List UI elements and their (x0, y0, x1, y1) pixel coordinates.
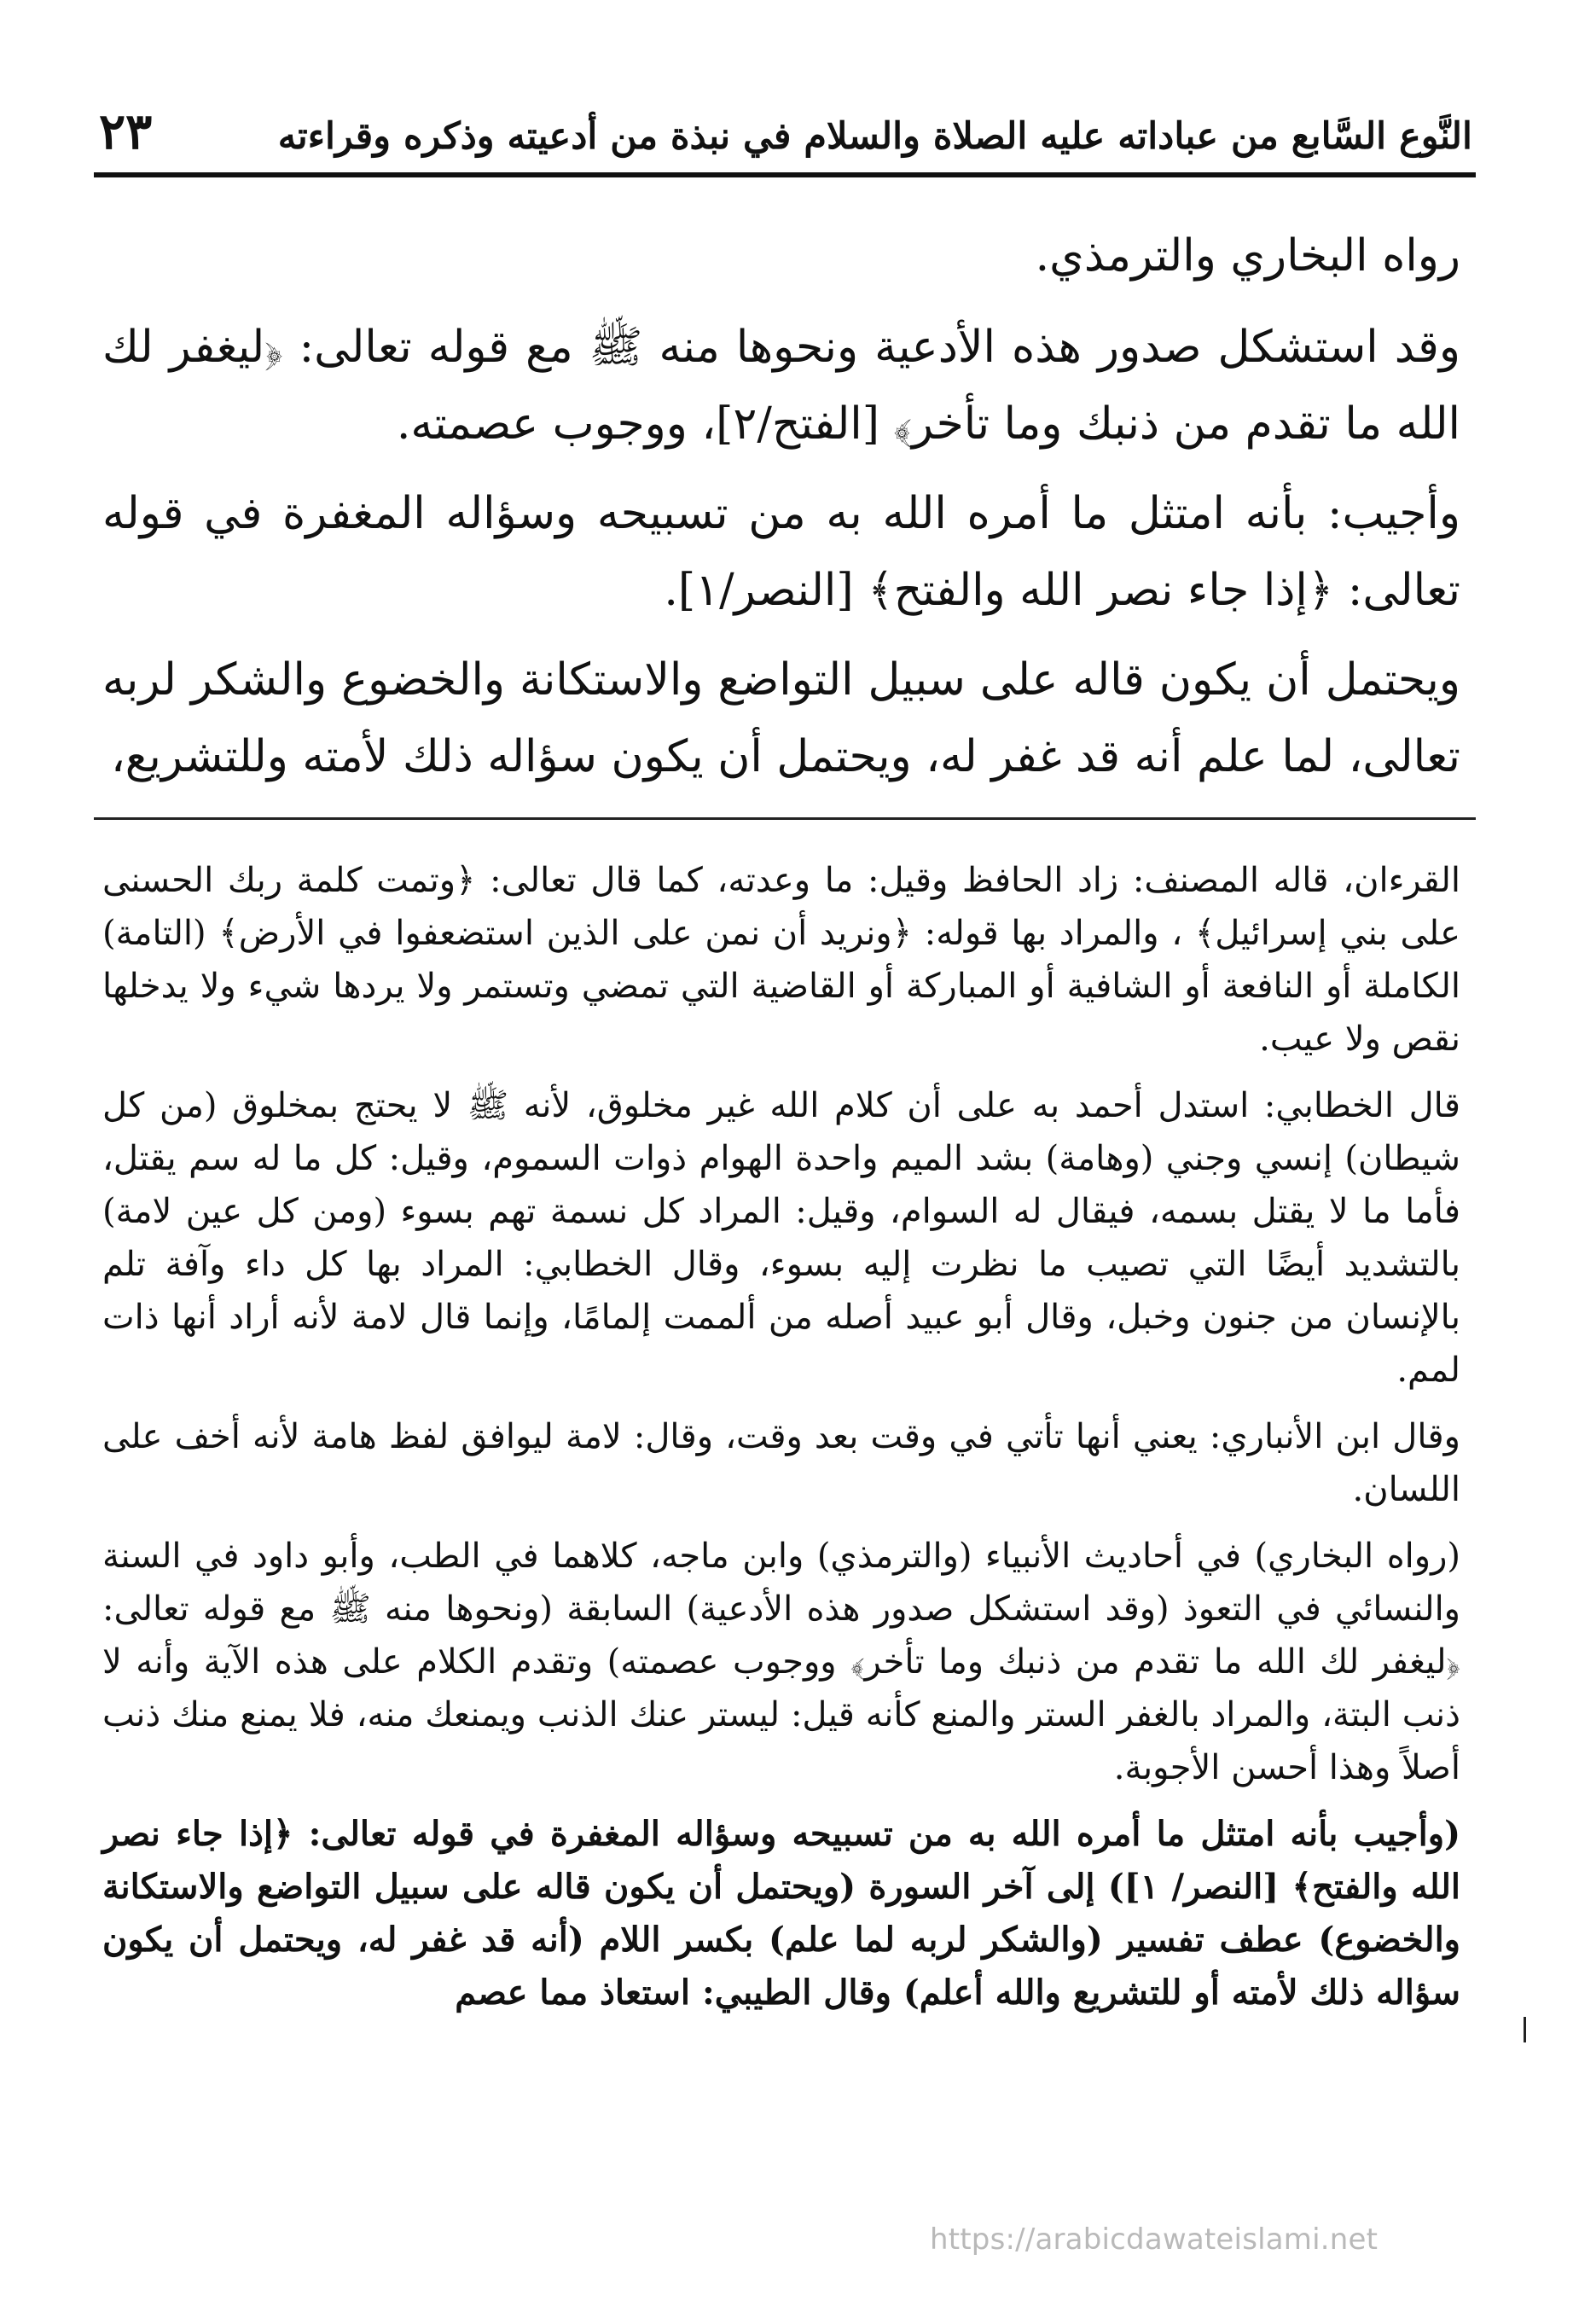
note-paragraph: (رواه البخاري) في أحاديث الأنبياء (والترمذي) وابن ماجه، كلاهما في الطب، وأبو داود في السنة والنسائي في التعوذ (وقد استشكل صدور هذه الأدعية) السابقة (ونحوها منه ﷺ مع قوله تعالى: ﴿ليغفر لك الله ما تقدم من ذنبك وما تأخر﴾ ووجوب عصمته) وتقدم الكلام على هذه الآية وأنه لا ذنب البتة، والمراد بالغفر الستر والمنع كأنه قيل: ليستر عنك الذنب ويمنعك منه، فلا يمنع منك ذنب أصلاً وهذا أحسن الأجوبة. (102, 1537, 1460, 1788)
note-paragraph: وقال ابن الأنباري: يعني أنها تأتي في وقت بعد وقت، وقال: لامة ليوافق لفظ هامة لأنه أخف على اللسان. (102, 1417, 1460, 1510)
book-page (94, 102, 1476, 2286)
main-paragraph: رواه البخاري والترمذي. (1035, 230, 1460, 282)
main-text (94, 218, 1476, 795)
note-paragraph: (وأجيب بأنه امتثل ما أمره الله به من تسبيحه وسؤاله المغفرة في قوله تعالى: ﴿إذا جاء نصر الله والفتح﴾ [النصر/ ١]) إلى آخر السورة (ويحتمل أن يكون قاله على سبيل التواضع والاستكانة والخضوع) عطف تفسير (والشكر لربه لما علم) بكسر اللام (أنه قد غفر له، ويحتمل أن يكون سؤاله ذلك لأمته أو للتشريع والله أعلم) وقال الطيبي: استعاذ مما عصم (102, 1814, 1460, 2013)
commentary-notes (94, 854, 1476, 2019)
page-number: ٢٣ (99, 102, 153, 160)
note-paragraph: قال الخطابي: استدل أحمد به على أن كلام الله غير مخلوق، لأنه ﷺ لا يحتج بمخلوق (من كل شيطان) إنسي وجني (وهامة) بشد الميم واحدة الهوام ذوات السموم، وقيل: كل ما له سم يقتل، فأما ما لا يقتل بسمه، فيقال له السوام، وقيل: المراد كل نسمة تهم بسوء (ومن كل عين لامة) بالتشديد أيضًا التي تصيب ما نظرت إليه بسوء، وقال الخطابي: المراد بها كل داء وآفة تلم بالإنسان من جنون وخبل، وقال أبو عبيد أصله من ألممت إلمامًا، وإنما قال لامة لأنه أراد أنها ذات لمم. (102, 1086, 1460, 1391)
main-paragraph: ويحتمل أن يكون قاله على سبيل التواضع والاستكانة والخضوع والشكر لربه تعالى، لما علم أنه قد غفر له، ويحتمل أن يكون سؤاله ذلك لأمته وللتشريع، (102, 654, 1460, 782)
watermark-url: https://arabicdawateislami.net (930, 2222, 1379, 2257)
main-paragraph: وأجيب: بأنه امتثل ما أمره الله به من تسبيحه وسؤاله المغفرة في قوله تعالى: ﴿إذا جاء نصر الله والفتح﴾ [النصر/١]. (102, 488, 1460, 616)
margin-mark (1524, 2017, 1526, 2042)
main-paragraph: وقد استشكل صدور هذه الأدعية ونحوها منه ﷺ مع قوله تعالى: ﴿ليغفر لك الله ما تقدم من ذنبك وما تأخر﴾ [الفتح/٢]، ووجوب عصمته. (102, 322, 1460, 450)
footnote-divider (94, 817, 1476, 820)
running-head: النَّوع السَّابع من عباداته عليه الصلاة والسلام في نبذة من أدعيته وذكره وقراءته (277, 115, 1472, 158)
page-header (94, 102, 1476, 177)
note-paragraph: القرءان، قاله المصنف: زاد الحافظ وقيل: ما وعدته، كما قال تعالى: ﴿وتمت كلمة ربك الحسنى على بني إسرائيل﴾ ، والمراد بها قوله: ﴿ونريد أن نمن على الذين استضعفوا في الأرض﴾ (التامة) الكاملة أو النافعة أو الشافية أو المباركة أو القاضية التي تمضي وتستمر ولا يردها شيء ولا يدخلها نقص ولا عيب. (102, 861, 1460, 1060)
